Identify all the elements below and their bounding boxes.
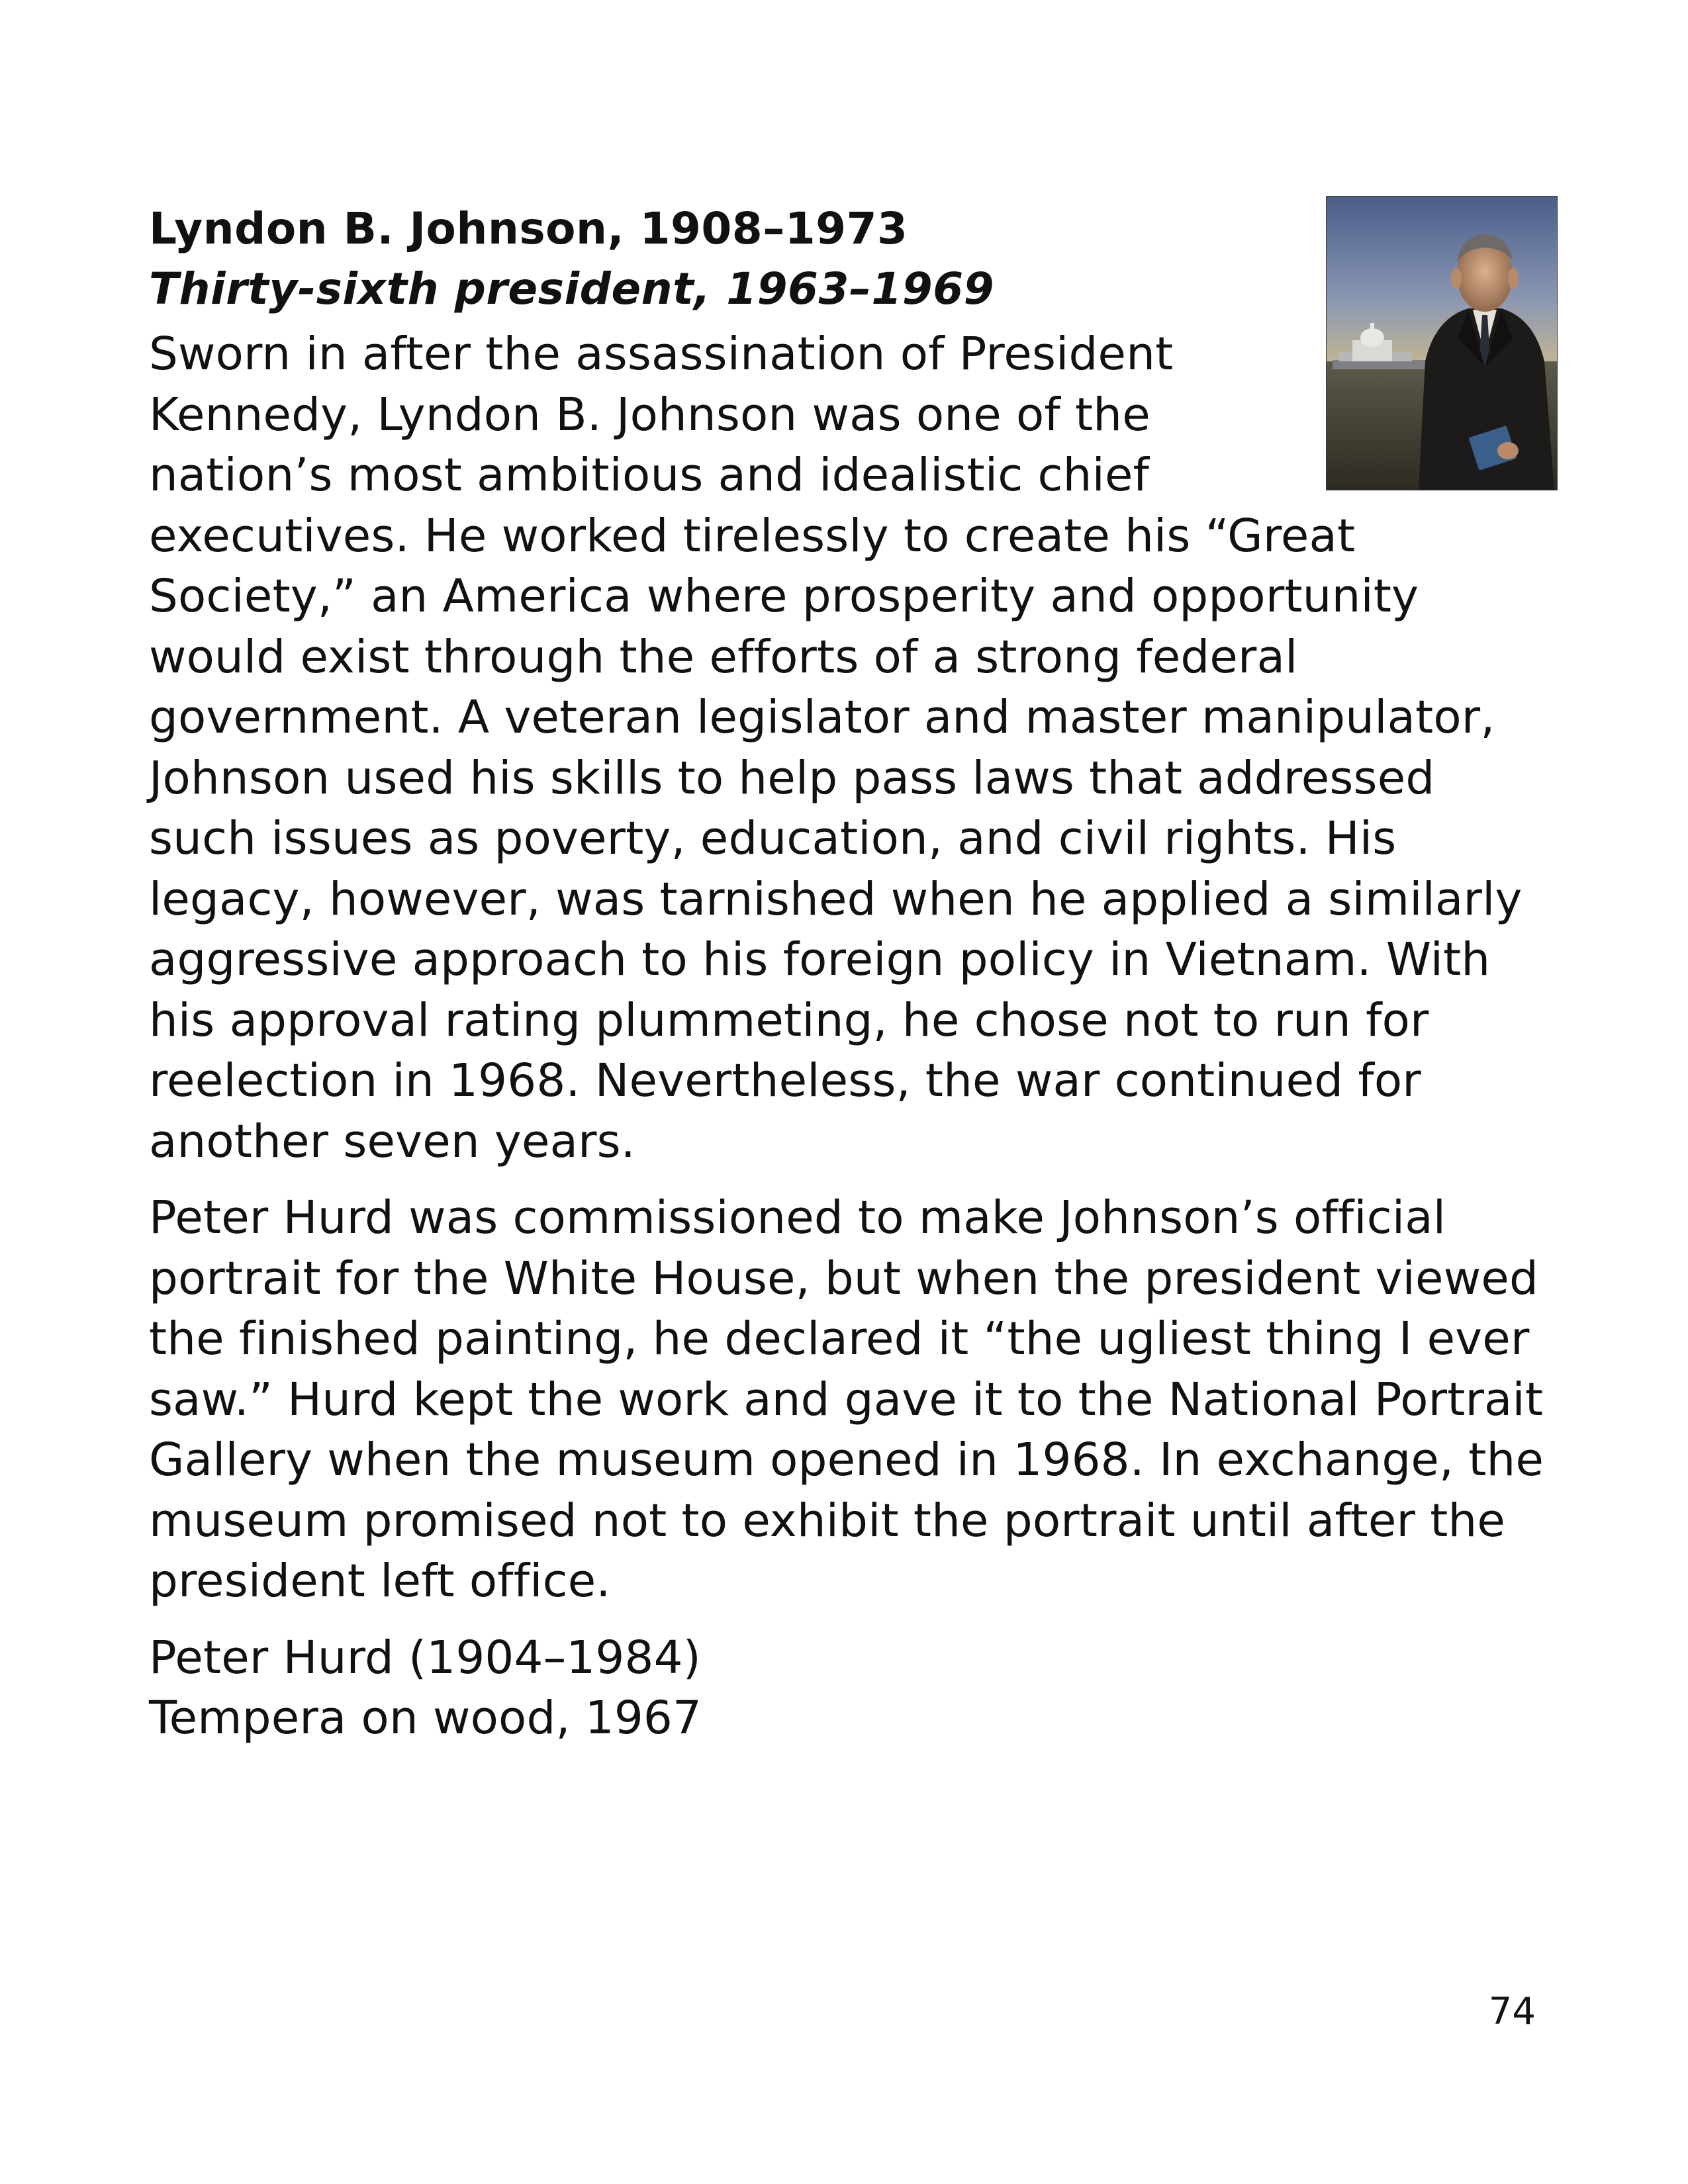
page-subtitle: Thirty-sixth president, 1963–1969 (149, 263, 995, 314)
page-number: 74 (1488, 1990, 1536, 2033)
biography-paragraph: Sworn in after the assassination of President Kennedy, Lyndon B. Johnson was one of the nation’s most ambitious and idealistic chief executives. He worked tirelessly to create his “Great Society,” an America where prosperity and opportunity would exist through the efforts of a strong federal government. A veteran legislator and master manipulator, Johnson used his skills to help pass laws that addressed such issues as poverty, education, and civil rights. His legacy, however, was tarnished when he applied a similarly aggressive approach to his foreign policy in Vietnam. With his approval rating plummeting, he chose not to run for reelection in 1968. Nevertheless, the war continued for another seven years. (149, 328, 1523, 1168)
medium-credit: Tempera on wood, 1967 (149, 1692, 702, 1745)
portrait-painting (1326, 196, 1558, 490)
portrait-image (1326, 196, 1558, 490)
page-title: Lyndon B. Johnson, 1908–1973 (149, 203, 908, 254)
artist-credit: Peter Hurd (1904–1984) (149, 1631, 701, 1684)
main-content (149, 199, 1546, 1765)
portrait-history-paragraph: Peter Hurd was commissioned to make Johnson’s official portrait for the White House, but when the president viewed the finished painting, he declared it “the ugliest thing I ever saw.” Hurd kept the work and gave it to the National Portrait Gallery when the museum opened in 1968. In exchange, the museum promised not to exhibit the portrait until after the president left office. (149, 1191, 1544, 1608)
portrait-credit (149, 1628, 1546, 1749)
